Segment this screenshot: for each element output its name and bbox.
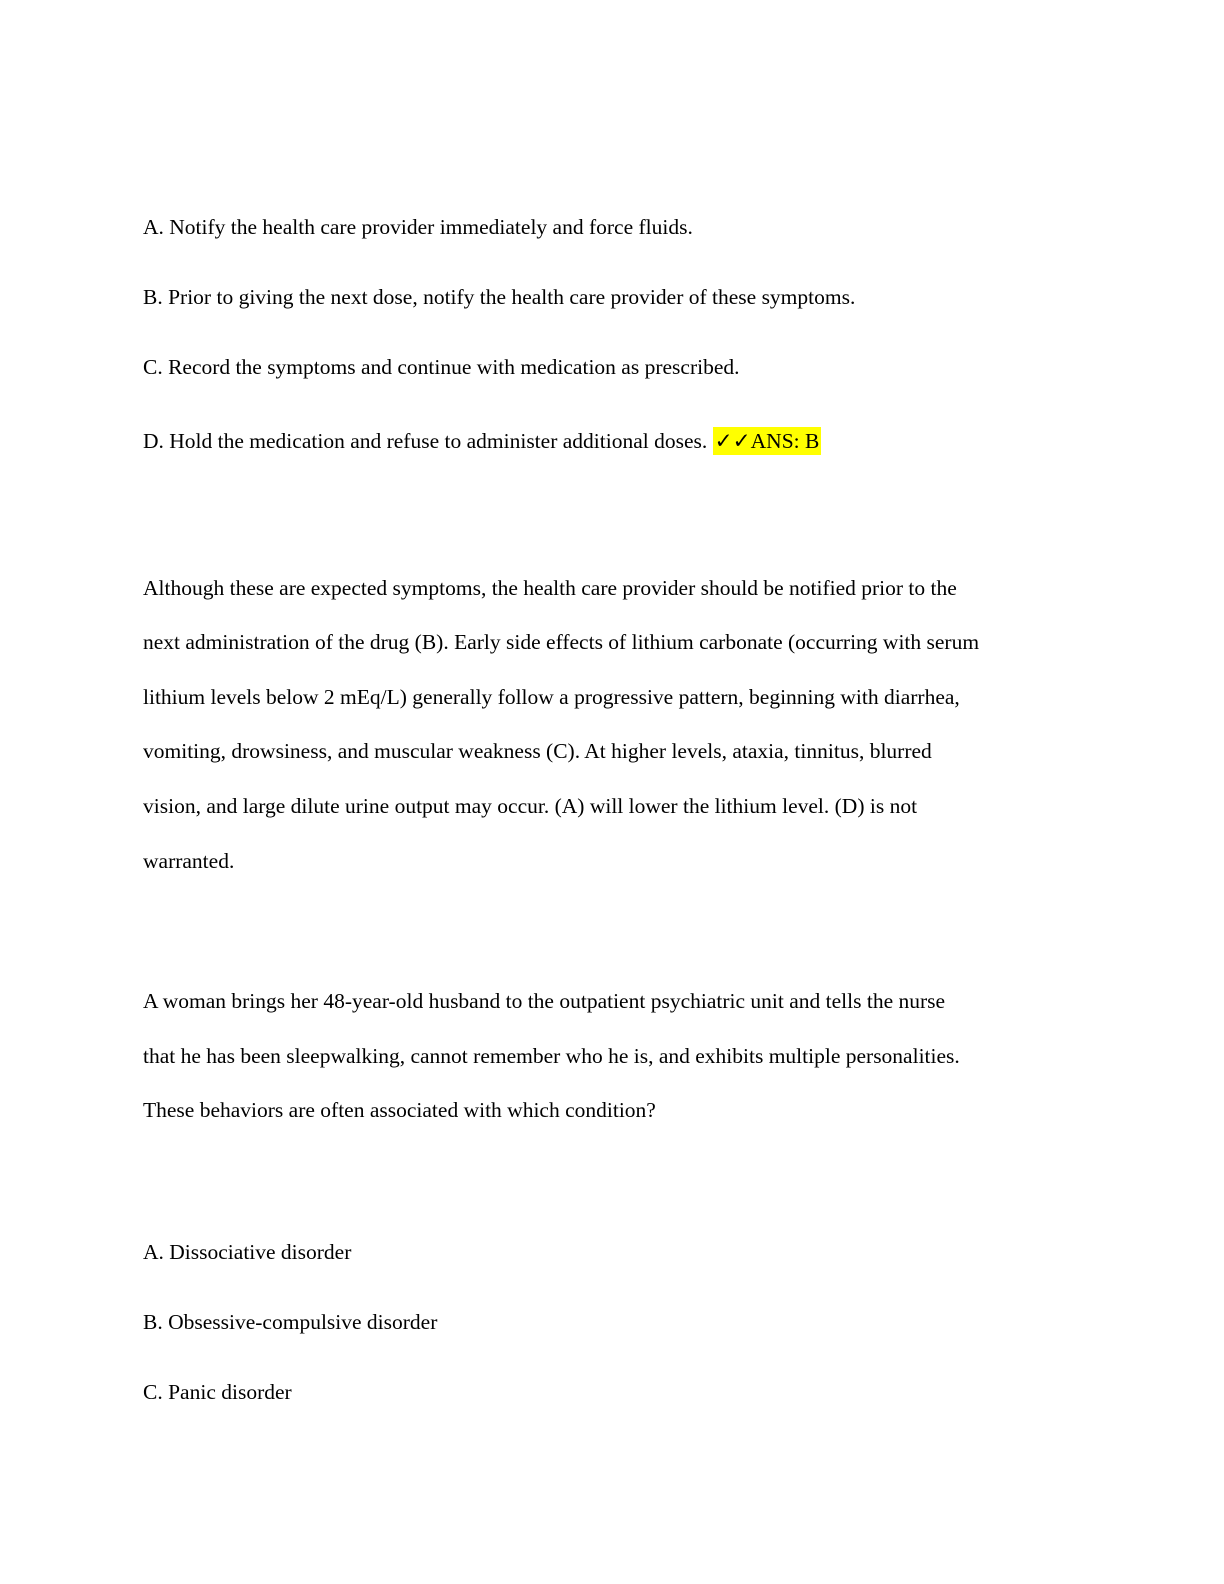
q1-rationale-line: next administration of the drug (B). Early side effects of lithium carbonate (occurring with serum — [143, 630, 980, 654]
q1-answer-badge: ✓✓ANS: B — [714, 429, 820, 453]
q2-stem-line: These behaviors are often associated with which condition? — [143, 1098, 656, 1122]
q1-rationale-line: vision, and large dilute urine output may occur. (A) will lower the lithium level. (D) is not — [143, 794, 918, 818]
q1-option-d: D. Hold the medication and refuse to administer additional doses. — [143, 429, 708, 453]
q1-rationale-line: vomiting, drowsiness, and muscular weakness (C). At higher levels, ataxia, tinnitus, blurred — [143, 739, 932, 763]
q1-option-d-line — [143, 428, 821, 454]
q1-rationale-line: Although these are expected symptoms, the health care provider should be notified prior to the — [143, 576, 957, 600]
q1-option-c: C. Record the symptoms and continue with medication as prescribed. — [143, 355, 740, 379]
q1-option-a: A. Notify the health care provider immediately and force fluids. — [143, 215, 693, 239]
q2-option-a: A. Dissociative disorder — [143, 1240, 352, 1264]
q2-option-b: B. Obsessive-compulsive disorder — [143, 1310, 438, 1334]
q2-stem-line: that he has been sleepwalking, cannot remember who he is, and exhibits multiple personalities. — [143, 1044, 960, 1068]
q1-option-b: B. Prior to giving the next dose, notify the health care provider of these symptoms. — [143, 285, 856, 309]
q2-option-c: C. Panic disorder — [143, 1380, 292, 1404]
q1-rationale-line: warranted. — [143, 849, 235, 873]
q2-stem-line: A woman brings her 48-year-old husband to the outpatient psychiatric unit and tells the nurse — [143, 989, 946, 1013]
q1-rationale-line: lithium levels below 2 mEq/L) generally follow a progressive pattern, beginning with diarrhea, — [143, 685, 960, 709]
